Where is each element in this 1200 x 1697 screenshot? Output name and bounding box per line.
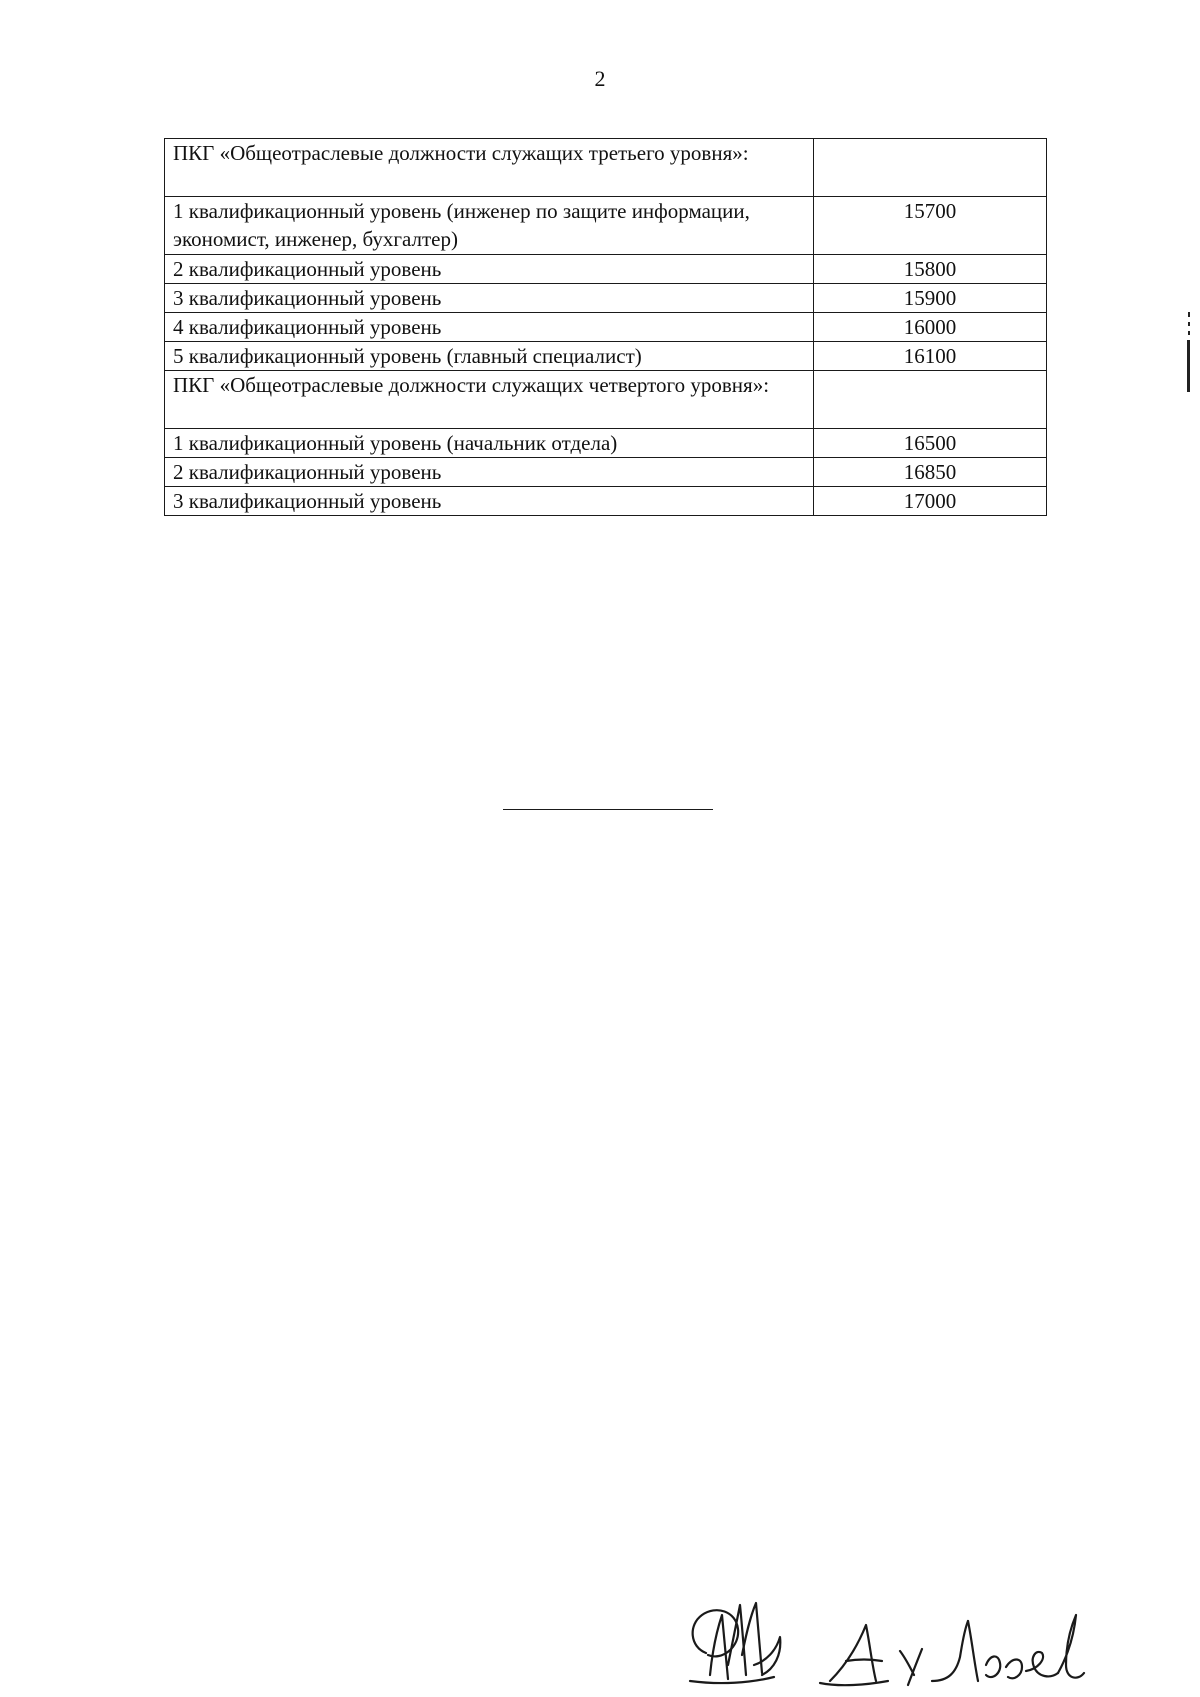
table-row [165, 487, 1047, 516]
table-row [165, 371, 1047, 429]
salary-value [814, 371, 1047, 429]
qualification-level-label: 1 квалификационный уровень (инженер по защите информации, экономист, инженер, бухгалтер) [165, 197, 814, 255]
table-row [165, 139, 1047, 197]
qualification-level-label: 2 квалификационный уровень [165, 255, 814, 284]
table-row [165, 284, 1047, 313]
handwritten-signatures [670, 1595, 1090, 1690]
qualification-level-label: 5 квалификационный уровень (главный специалист) [165, 342, 814, 371]
salary-value: 16100 [814, 342, 1047, 371]
qualification-level-label: 3 квалификационный уровень [165, 284, 814, 313]
salary-value: 16500 [814, 429, 1047, 458]
scan-artifact-mark [1187, 340, 1190, 392]
scan-artifact-mark [1188, 312, 1190, 317]
salary-value: 15800 [814, 255, 1047, 284]
qualification-level-label: 4 квалификационный уровень [165, 313, 814, 342]
salary-value [814, 139, 1047, 197]
table-row [165, 342, 1047, 371]
qualification-level-label: 1 квалификационный уровень (начальник отдела) [165, 429, 814, 458]
salary-value: 17000 [814, 487, 1047, 516]
scan-artifact-mark [1188, 331, 1190, 335]
qualification-level-label: 3 квалификационный уровень [165, 487, 814, 516]
scan-artifact-mark [1188, 322, 1190, 326]
end-of-table-rule [503, 809, 713, 810]
table-row [165, 313, 1047, 342]
salary-value: 16850 [814, 458, 1047, 487]
salary-value: 16000 [814, 313, 1047, 342]
salary-value: 15900 [814, 284, 1047, 313]
page-number: 2 [594, 66, 606, 91]
salary-value: 15700 [814, 197, 1047, 255]
salary-table [164, 138, 1047, 516]
table-row [165, 197, 1047, 255]
qualification-level-label: 2 квалификационный уровень [165, 458, 814, 487]
table-row [165, 429, 1047, 458]
table-row [165, 458, 1047, 487]
table-row [165, 255, 1047, 284]
group-header-third-level: ПКГ «Общеотраслевые должности служащих третьего уровня»: [165, 139, 814, 197]
group-header-fourth-level: ПКГ «Общеотраслевые должности служащих четвертого уровня»: [165, 371, 814, 429]
